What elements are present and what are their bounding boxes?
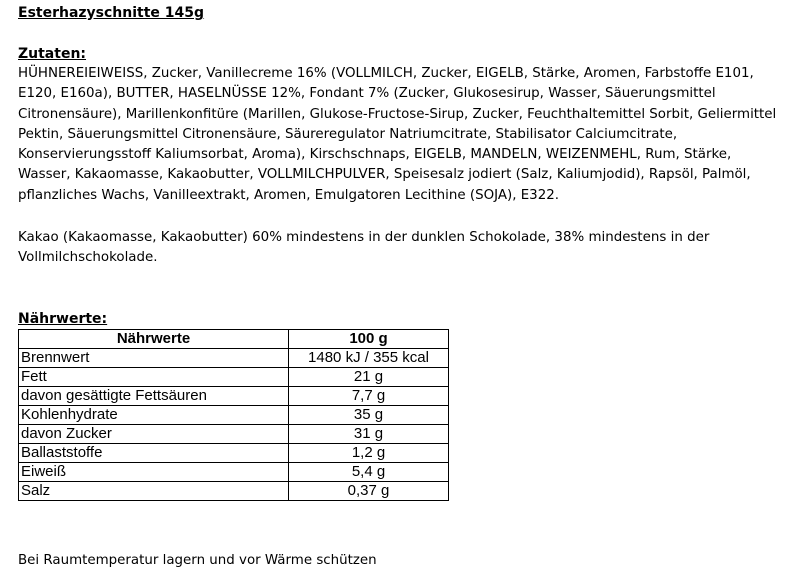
nutrient-name: Eiweiß <box>19 463 289 482</box>
nutrition-table <box>18 329 449 501</box>
nutrient-name: Ballaststoffe <box>19 444 289 463</box>
nutrition-header-row <box>19 330 449 349</box>
nutrient-value: 1480 kJ / 355 kcal <box>289 349 449 368</box>
nutrition-header-value: 100 g <box>289 330 449 349</box>
nutrition-heading: Nährwerte: <box>18 311 108 327</box>
ingredients-heading: Zutaten: <box>18 46 87 62</box>
table-row <box>19 387 449 406</box>
nutrient-value: 0,37 g <box>289 482 449 501</box>
nutrient-value: 35 g <box>289 406 449 425</box>
nutrient-name: Brennwert <box>19 349 289 368</box>
table-row <box>19 463 449 482</box>
nutrient-name: davon Zucker <box>19 425 289 444</box>
table-row <box>19 444 449 463</box>
nutrient-name: Salz <box>19 482 289 501</box>
nutrient-value: 31 g <box>289 425 449 444</box>
nutrient-value: 5,4 g <box>289 463 449 482</box>
table-row <box>19 349 449 368</box>
nutrient-name: Fett <box>19 368 289 387</box>
table-row <box>19 368 449 387</box>
table-row <box>19 425 449 444</box>
nutrient-value: 1,2 g <box>289 444 449 463</box>
table-row <box>19 482 449 501</box>
nutrient-name: davon gesättigte Fettsäuren <box>19 387 289 406</box>
nutrient-name: Kohlenhydrate <box>19 406 289 425</box>
storage-note: Bei Raumtemperatur lagern und vor Wärme schützen <box>18 553 377 568</box>
ingredients-text: HÜHNEREIEIWEISS, Zucker, Vanillecreme 16% (VOLLMILCH, Zucker, EIGELB, Stärke, Aromen, Farbstoffe E101, E120, E160a), BUTTER, HASELNÜSSE 12%, Fondant 7% (Zucker, Glukosesirup, Wasser, Säuerungsmittel Citronensäure), Marillenkonfitüre (Marillen, Glukose-Fructose-Sirup, Zucker, Feuchthaltemittel Sorbit, Geliermittel Pektin, Säuerungsmittel Citronensäure, Säureregulator Natriumcitrate, Stabilisator Calciumcitrate, Konservierungsstoff Kaliumsorbat, Aroma), Kirschschnaps, EIGELB, MANDELN, WEIZENMEHL, Rum, Stärke, Wasser, Kakaomasse, Kakaobutter, VOLLMILCHPULVER, Speisesalz jodiert (Salz, Kaliumjodid), Rapsöl, Palmöl, pflanzliches Wachs, Vanilleextrakt, Aromen, Emulgatoren Lecithine (SOJA), E322. <box>18 66 777 203</box>
product-title: Esterhazyschnitte 145g <box>18 5 205 21</box>
cocoa-note: Kakao (Kakaomasse, Kakaobutter) 60% mindestens in der dunklen Schokolade, 38% mindestens in der Vollmilchschokolade. <box>18 230 710 266</box>
nutrition-header-name: Nährwerte <box>19 330 289 349</box>
nutrient-value: 21 g <box>289 368 449 387</box>
table-row <box>19 406 449 425</box>
nutrient-value: 7,7 g <box>289 387 449 406</box>
